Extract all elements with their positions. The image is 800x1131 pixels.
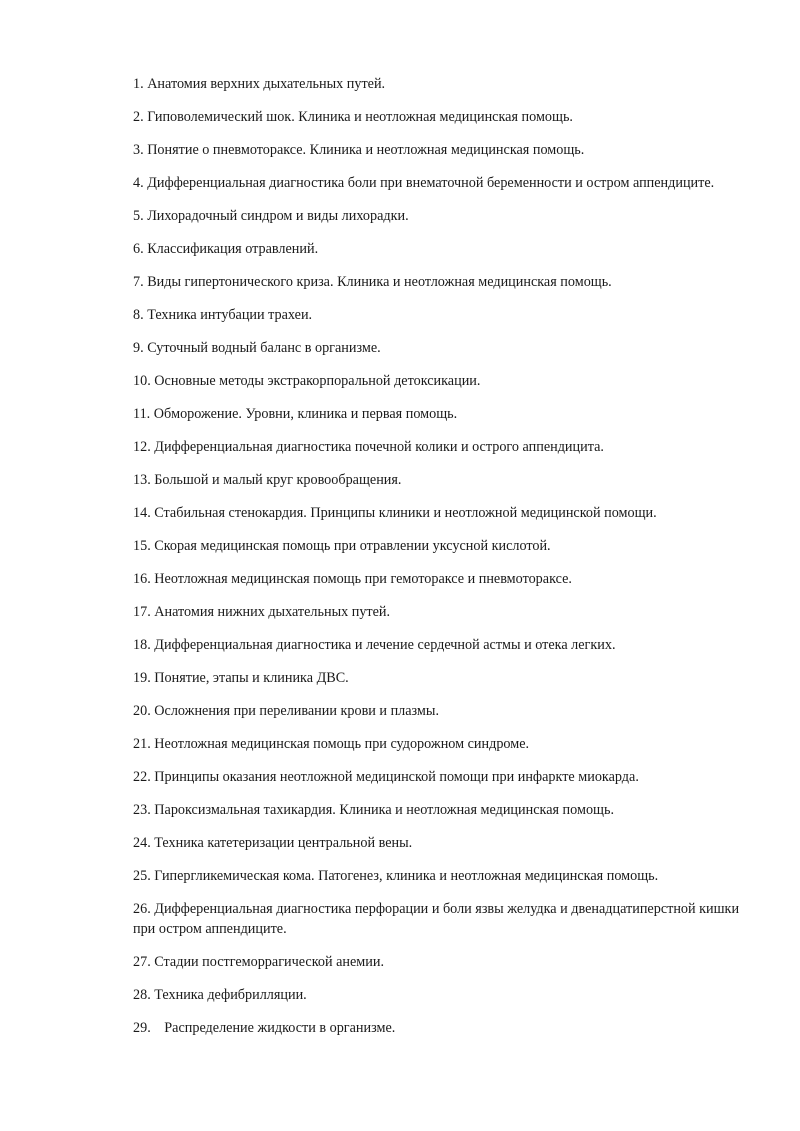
list-item [133,108,760,128]
item-text: Неотложная медицинская помощь при судорожном синдроме. [154,736,530,752]
list-item [133,504,760,524]
list-item [133,834,760,854]
item-text: Техника дефибрилляции. [154,986,307,1003]
item-text: Обморожение. Уровни, клиника и первая помощь. [153,406,458,422]
item-number: 11. [133,406,151,422]
item-number: 12. [133,439,151,455]
item-text: Скорая медицинская помощь при отравлении уксусной кислотой. [154,538,551,554]
item-number: 2. [133,109,144,125]
item-number: 5. [133,208,144,224]
list-item [133,570,760,590]
list-item [133,801,760,821]
item-text: Гипергликемическая кома. Патогенез, клиника и неотложная медицинская помощь. [154,868,659,884]
item-number: 6. [133,241,144,257]
list-item [133,953,760,973]
item-text: Дифференциальная диагностика почечной колики и острого аппендицита. [154,439,604,455]
item-text: Пароксизмальная тахикардия. Клиника и неотложная медицинская помощь. [154,802,614,818]
item-number: 13. [133,472,151,488]
item-text: Анатомия нижних дыхательных путей. [154,604,391,620]
list-item [133,669,760,689]
item-number: 4. [133,175,144,191]
item-number: 17. [133,604,151,620]
item-number: 25. [133,868,151,884]
list-item [133,702,760,722]
item-text: Виды гипертонического криза. Клиника и неотложная медицинская помощь. [147,274,612,290]
list-item [133,986,760,1006]
item-number: 20. [133,703,151,719]
item-text: Анатомия верхних дыхательных путей. [147,76,386,92]
item-number: 28. [133,986,151,1003]
item-number: 14. [133,505,151,521]
list-item [133,438,760,458]
item-number: 29. [133,1019,151,1036]
item-number: 27. [133,953,151,970]
item-number: 21. [133,736,151,752]
item-number: 10. [133,373,151,389]
list-item [133,900,760,939]
list-item [133,768,760,788]
item-number: 18. [133,637,151,653]
list-item [133,240,760,260]
list-item [133,405,760,425]
list-item [133,1019,760,1039]
list-item [133,537,760,557]
item-text: Понятие, этапы и клиника ДВС. [154,670,349,686]
item-text: Распределение жидкости в организме. [164,1019,396,1036]
list-item [133,867,760,887]
list-item [133,306,760,326]
list-item [133,207,760,227]
item-number: 16. [133,571,151,587]
item-number: 1. [133,76,144,92]
item-text: Стадии постгеморрагической анемии. [154,953,384,970]
item-number: 19. [133,670,151,686]
list-item [133,636,760,656]
item-number: 24. [133,835,151,851]
item-text: Большой и малый круг кровообращения. [154,472,402,488]
list-item [133,174,760,194]
item-number: 26. [133,901,151,917]
item-text: Лихорадочный синдром и виды лихорадки. [147,208,409,224]
item-text: Суточный водный баланс в организме. [147,340,381,356]
list-item [133,471,760,491]
item-text: Принципы оказания неотложной медицинской помощи при инфаркте миокарда. [154,769,639,785]
item-text: Стабильная стенокардия. Принципы клиники и неотложной медицинской помощи. [154,505,657,521]
item-number: 15. [133,538,151,554]
item-number: 3. [133,142,144,158]
item-text: Классификация отравлений. [147,241,319,257]
list-item [133,735,760,755]
item-text: Дифференциальная диагностика и лечение сердечной астмы и отека легких. [154,637,616,653]
item-text: Техника катетеризации центральной вены. [154,835,413,851]
item-number: 7. [133,274,144,290]
list-item [133,603,760,623]
item-text: Понятие о пневмотораксе. Клиника и неотложная медицинская помощь. [147,142,585,158]
item-text: Гиповолемический шок. Клиника и неотложная медицинская помощь. [147,109,573,125]
list-item [133,273,760,293]
list-item [133,372,760,392]
list-item [133,75,760,95]
item-number: 22. [133,769,151,785]
item-text: Основные методы экстракорпоральной детоксикации. [154,373,481,389]
list-item [133,339,760,359]
item-text: Дифференциальная диагностика перфорации и боли язвы желудка и двенадцатиперстной кишки при остром аппендиците. [133,901,740,937]
item-text: Неотложная медицинская помощь при гемотораксе и пневмотораксе. [154,571,572,587]
item-text: Дифференциальная диагностика боли при внематочной беременности и остром аппендиците. [147,175,715,191]
item-text: Осложнения при переливании крови и плазмы. [154,703,439,719]
question-list [133,75,760,1038]
item-text: Техника интубации трахеи. [147,307,313,323]
item-number: 8. [133,307,144,323]
list-item [133,141,760,161]
item-number: 9. [133,340,144,356]
item-number: 23. [133,802,151,818]
